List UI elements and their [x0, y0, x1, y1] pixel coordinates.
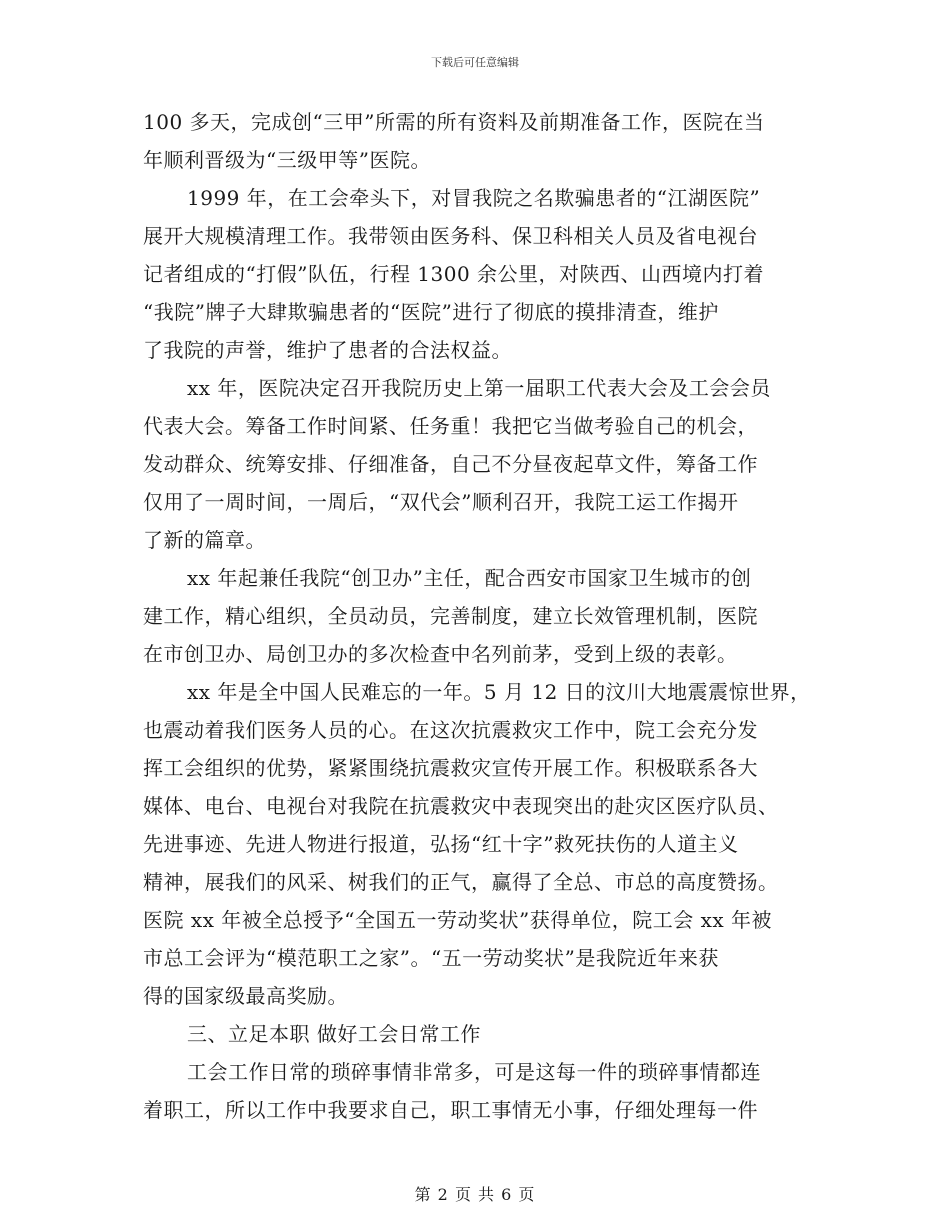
body-line: xx 年，医院决定召开我院历史上第一届职工代表大会及工会会员: [187, 376, 771, 400]
body-line: 仅用了一周时间，一周后，“双代会”顺利召开，我院工运工作揭开: [143, 490, 739, 514]
body-line: 代表大会。筹备工作时间紧、任务重！我把它当做考验自己的机会，: [143, 414, 758, 438]
body-line: 100 多天，完成创“三甲”所需的所有资料及前期准备工作，医院在当: [143, 110, 765, 134]
body-line: xx 年起兼任我院“创卫办”主任，配合西安市国家卫生城市的创: [187, 566, 752, 590]
body-line: 记者组成的“打假”队伍，行程 1300 余公里，对陕西、山西境内打着: [143, 262, 765, 286]
body-line: 市总工会评为“模范职工之家”。“五一劳动奖状”是我院近年来获: [143, 946, 719, 970]
body-line: 着职工，所以工作中我要求自己，职工事情无小事，仔细处理每一件: [143, 1098, 758, 1122]
body-line: 医院 xx 年被全总授予“全国五一劳动奖状”获得单位，院工会 xx 年被: [143, 908, 772, 932]
body-line: 得的国家级最高奖励。: [143, 984, 348, 1008]
body-line: 展开大规模清理工作。我带领由医务科、保卫科相关人员及省电视台: [143, 224, 758, 248]
page-number: 第 2 页 共 6 页: [414, 1185, 536, 1204]
body-line: 了新的篇章。: [143, 528, 266, 552]
body-line: 1999 年，在工会牵头下，对冒我院之名欺骗患者的“江湖医院”: [187, 186, 761, 210]
body-line: 了我院的声誉，维护了患者的合法权益。: [143, 338, 512, 362]
body-line: xx 年是全中国人民难忘的一年。5 月 12 日的汶川大地震震惊世界，: [187, 680, 811, 704]
body-line: 工会工作日常的琐碎事情非常多，可是这每一件的琐碎事情都连: [187, 1060, 761, 1084]
body-line: 年顺利晋级为“三级甲等”医院。: [143, 148, 431, 172]
body-line: 在市创卫办、局创卫办的多次检查中名列前茅，受到上级的表彰。: [143, 642, 738, 666]
page-header-note: 下载后可任意编辑: [431, 56, 519, 69]
body-line: 先进事迹、先进人物进行报道，弘扬“红十字”救死扶伤的人道主义: [143, 832, 739, 856]
body-line: 精神，展我们的风采、树我们的正气，赢得了全总、市总的高度赞扬。: [143, 870, 779, 894]
body-line: 也震动着我们医务人员的心。在这次抗震救灾工作中，院工会充分发: [143, 718, 758, 742]
section-heading: 三、立足本职 做好工会日常工作: [187, 1022, 481, 1046]
document-body: [143, 103, 811, 1129]
body-line: 建工作，精心组织，全员动员，完善制度，建立长效管理机制，医院: [143, 604, 758, 628]
body-line: 挥工会组织的优势，紧紧围绕抗震救灾宣传开展工作。积极联系各大: [143, 756, 758, 780]
body-line: 发动群众、统筹安排、仔细准备，自己不分昼夜起草文件，筹备工作: [143, 452, 758, 476]
body-line: 媒体、电台、电视台对我院在抗震救灾中表现突出的赴灾区医疗队员、: [143, 794, 779, 818]
body-line: “我院”牌子大肆欺骗患者的“医院”进行了彻底的摸排清查，维护: [143, 300, 719, 324]
